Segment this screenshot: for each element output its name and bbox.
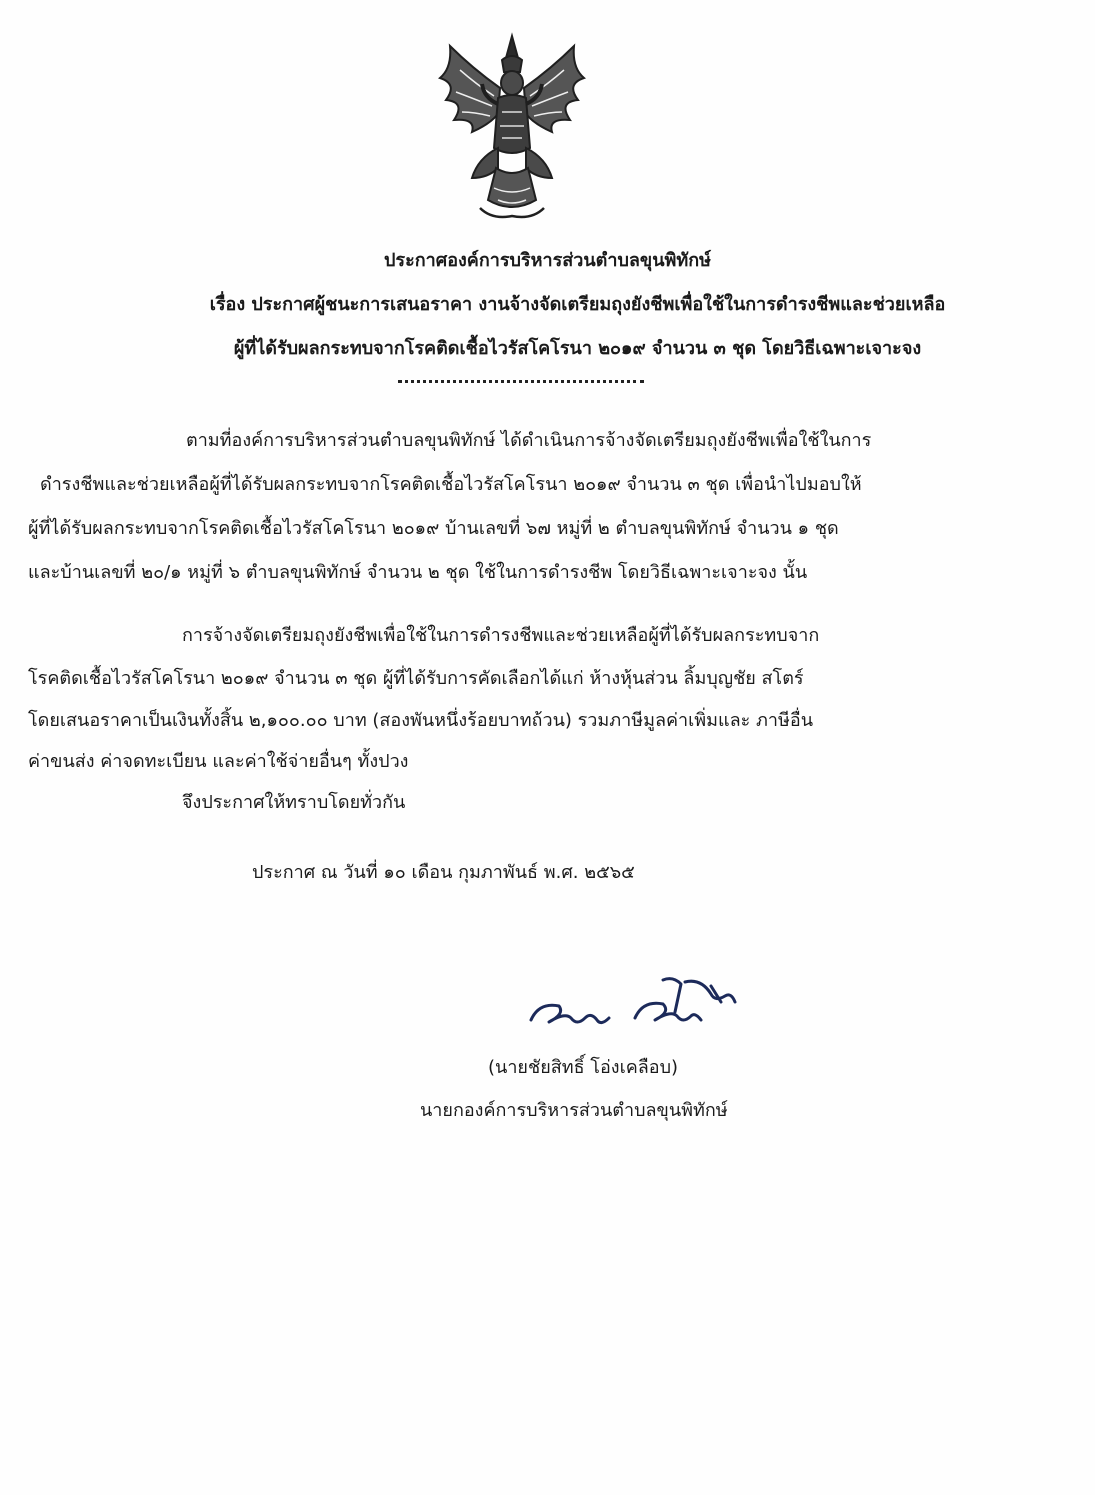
- para2-line2: โรคติดเชื้อไวรัสโคโรนา ๒๐๑๙ จำนวน ๓ ชุด ผู้ที่ได้รับการคัดเลือกได้แก่ ห้างหุ้นส่วน ลิ้มบุญชัย สโตร์: [28, 668, 804, 689]
- announcement-title: ประกาศองค์การบริหารส่วนตำบลขุนพิทักษ์: [384, 250, 711, 271]
- para2-line1: การจ้างจัดเตรียมถุงยังชีพเพื่อใช้ในการดำรงชีพและช่วยเหลือผู้ที่ได้รับผลกระทบจาก: [182, 625, 820, 646]
- garuda-emblem-icon: [432, 28, 592, 223]
- announcement-subject-cont: ผู้ที่ได้รับผลกระทบจากโรคติดเชื้อไวรัสโคโรนา ๒๐๑๙ จำนวน ๓ ชุด โดยวิธีเฉพาะเจาะจง: [233, 338, 922, 359]
- closing-text: จึงประกาศให้ทราบโดยทั่วกัน: [182, 792, 406, 813]
- para2-line4: ค่าขนส่ง ค่าจดทะเบียน และค่าใช้จ่ายอื่นๆ ทั้งปวง: [28, 751, 409, 772]
- para1-line4: และบ้านเลขที่ ๒๐/๑ หมู่ที่ ๖ ตำบลขุนพิทักษ์ จำนวน ๒ ชุด ใช้ในการดำรงชีพ โดยวิธีเฉพาะเจาะจง นั้น: [28, 562, 808, 583]
- dotted-divider: [398, 366, 644, 383]
- para1-line1: ตามที่องค์การบริหารส่วนตำบลขุนพิทักษ์ ได้ดำเนินการจ้างจัดเตรียมถุงยังชีพเพื่อใช้ในการ: [186, 430, 872, 451]
- para2-line3: โดยเสนอราคาเป็นเงินทั้งสิ้น ๒,๑๐๐.๐๐ บาท (สองพันหนึ่งร้อยบาทถ้วน) รวมภาษีมูลค่าเพิ่มและ ภาษีอื่น: [28, 710, 813, 731]
- handwritten-signature: [525, 972, 740, 1042]
- signatory-title: นายกองค์การบริหารส่วนตำบลขุนพิทักษ์: [420, 1100, 728, 1121]
- announcement-date: ประกาศ ณ วันที่ ๑๐ เดือน กุมภาพันธ์ พ.ศ. ๒๕๖๕: [252, 862, 635, 883]
- signatory-name: (นายชัยสิทธิ์ โอ่งเคลือบ): [488, 1057, 679, 1078]
- para1-line2: ดำรงชีพและช่วยเหลือผู้ที่ได้รับผลกระทบจากโรคติดเชื้อไวรัสโคโรนา ๒๐๑๙ จำนวน ๓ ชุด เพื่อนำไปมอบให้: [40, 474, 862, 495]
- announcement-subject: เรื่อง ประกาศผู้ชนะการเสนอราคา งานจ้างจัดเตรียมถุงยังชีพเพื่อใช้ในการดำรงชีพและช่วยเหลือ: [209, 294, 946, 315]
- para1-line3: ผู้ที่ได้รับผลกระทบจากโรคติดเชื้อไวรัสโคโรนา ๒๐๑๙ บ้านเลขที่ ๖๗ หมู่ที่ ๒ ตำบลขุนพิทักษ์ จำนวน ๑ ชุด: [28, 518, 839, 539]
